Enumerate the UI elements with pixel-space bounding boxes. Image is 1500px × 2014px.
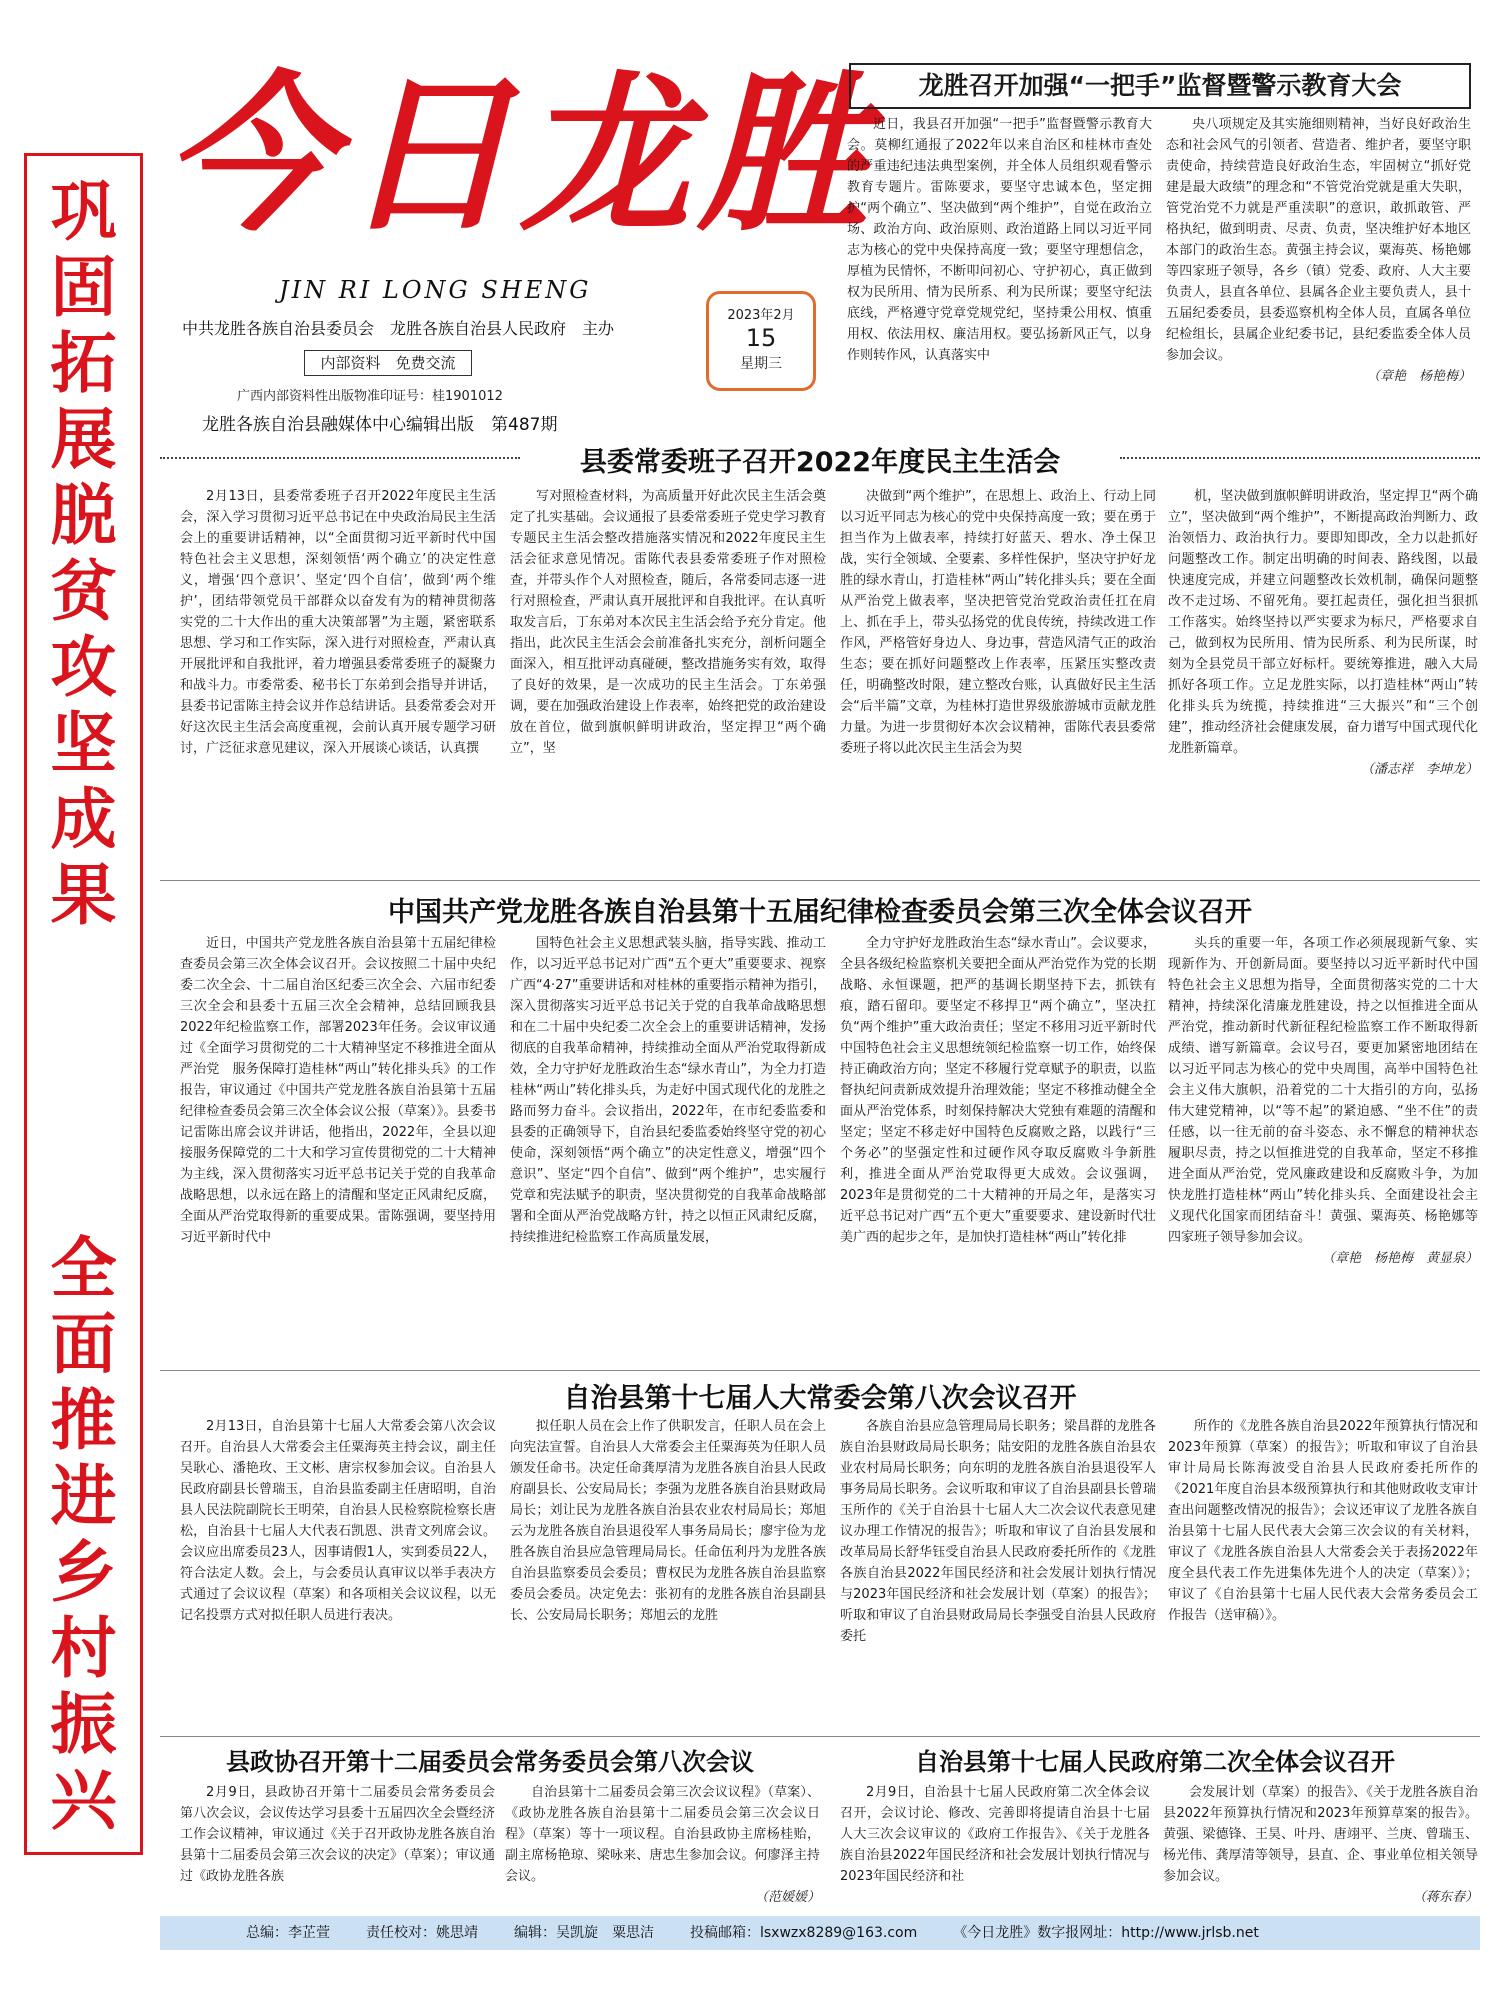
footer-website: 《今日龙胜》数字报网址：http://www.jrlsb.net [953,1925,1259,1941]
article1-signature: （章艳 杨艳梅） [1366,369,1471,384]
footer-editor-in-chief: 总编：李芷萱 [246,1925,330,1941]
article5-col1: 2月9日，县政协召开第十二届委员会常务委员会第八次会议，会议传达学习县委十五届四次全会暨经济工作会议精神，审议通过《关于召开政协龙胜各族自治县第十二届委员会第三次会议的决定》（草案）；审议通过《政协龙胜各族 [180,1785,495,1884]
divider-line [160,880,1480,881]
publisher-issue: 龙胜各族自治县融媒体中心编辑出版 第487期 [202,415,558,435]
article4-col1: 2月13日，自治县第十七届人大常委会第八次会议召开。自治县人大常委会主任粟海英主持会议，副主任吴耿心、潘艳玫、王文彬、唐宗权参加会议。自治县人民政府副县长曾瑞玉，自治县监委副主任唐昭明，自治县人民法院副院长王明荣，自治县人民检察院检察长唐松，自治县十七届人大代表石凯恩、洪青文列席会议。会议应出席委员23人，因事请假1人，实到委员22人，符合法定人数。会上，与会委员认真审议以举手表决方式通过了会议议程（草案）和各项相关会议议程，以无记名投票方式对拟任职人员进行表决。 [180,1419,496,1623]
divider-line [160,1736,1480,1737]
article2-headline: 县委常委班子召开2022年度民主生活会 [579,447,1061,478]
article3-col3: 全力守护好龙胜政治生态“绿水青山”。会议要求，全县各级纪检监察机关要把全面从严治党作为党的长期战略、永恒课题，把严的基调长期坚持下去，抓铁有痕，踏石留印。要坚定不移捍卫“两个确立”，坚决扛负“两个维护”重大政治责任；坚定不移用习近平新时代中国特色社会主义思想统领纪检监察一切工作，始终保持正确政治方向；坚定不移履行党章赋予的职责，以监督执纪问责新成效提升治理效能；坚定不移推动健全全面从严治党体系，时刻保持解决大党独有难题的清醒和坚定；坚定不移走好中国特色反腐败之路，以践行“三个务必”的坚强定性和过硬作风夺取反腐败斗争新胜利，推进全面从严治党取得更大成效。会议强调，2023年是贯彻党的二十大精神的开局之年，是落实习近平总书记对广西“五个更大”重要要求、建设新时代壮美广西的起步之年，是加快打造桂林“两山”转化排 [840,936,1156,1245]
divider-line [160,1370,1480,1371]
masthead-title: 今日龙胜 [164,55,877,255]
publication-permit: 广西内部资料性出版物准印证号：桂1901012 [237,389,503,404]
article5-col2: 自治县第十二届委员会第三次会议议程》（草案）、《政协龙胜各族自治县第十二届委员会第三次会议日程》（草案）等十一项议程。自治县政协主席杨桂贻，副主席杨艳琼、梁咏来、唐忠生参加会议。何廖泽主持会议。 （范媛媛） [505,1782,820,1910]
footer-bar [160,1916,1480,1950]
article3-col2: 国特色社会主义思想武装头脑，指导实践、推动工作，以习近平总书记对广西“五个更大”重要要求、视察广西“4·27”重要讲话和对桂林的重要指示精神为指引，深入贯彻落实习近平总书记关于党的自我革命战略思想和在二十届中央纪委二次全会上的重要讲话精神，发扬彻底的自我革命精神，持续推动全面从严治党取得新成效，全力守护好龙胜政治生态“绿水青山”，为全力打造桂林“两山”转化排头兵，为走好中国式现代化的龙胜之路而努力奋斗。会议指出，2022年，在市纪委监委和县委的正确领导下，自治县纪委监委始终坚守党的初心使命，深刻领悟“两个确立”的决定性意义，增强“四个意识”、坚定“四个自信”、做到“两个维护”，忠实履行党章和宪法赋予的职责，坚决贯彻党的自我革命战略部署和全面从严治党战略方针，持之以恒正风肃纪反腐，持续推进纪检监察工作高质量发展， [510,936,826,1245]
slogan-banner [24,153,143,1855]
article2-signature: （潘志祥 李坤龙） [1360,762,1478,777]
article2-col2: 写对照检查材料，为高质量开好此次民主生活会奠定了扎实基础。会议通报了县委常委班子党史学习教育专题民主生活会整改措施落实情况和2022年度民主生活会征求意见情况。雷陈代表县委常委班子作对照检查，并带头作个人对照检查，随后，各常委同志逐一进行对照检查，严肃认真开展批评和自我批评。在认真听取发言后，丁东弟对本次民主生活会给予充分肯定。他指出，此次民主生活会会前准备扎实充分，剖析问题全面深入，相互批评动真碰硬，整改措施务实有效，取得了良好的效果，是一次成功的民主生活会。丁东弟强调，要在加强政治建设上作表率，始终把党的政治建设放在首位，做到旗帜鲜明讲政治，坚定捍卫“两个确立”，坚 [510,489,826,756]
date-day: 15 [745,324,777,352]
article3-headline: 中国共产党龙胜各族自治县第十五届纪律检查委员会第三次全体会议召开 [388,897,1252,928]
footer-email: 投稿邮箱：lsxwzx8289@163.com [690,1925,918,1941]
slogan-line-1: 巩 固 拓 展 脱 贫 攻 坚 成 果 [50,173,117,934]
article6-col2: 会发展计划（草案）的报告》、《关于龙胜各族自治县2022年预算执行情况和2023年预算草案的报告》。黄强、梁德锋、王昊、叶丹、唐翊平、兰庚、曾瑞玉、杨光伟、龚厚清等领导，县直、企、事业单位相关领导参加会议。 （蒋东春） [1163,1782,1478,1910]
slogan-line-2: 全 面 推 进 乡 村 振 兴 [50,1230,117,1839]
article4-col3: 各族自治县应急管理局局长职务；梁昌群的龙胜各族自治县财政局局长职务；陆安阳的龙胜各族自治县农业农村局局长职务；向东明的龙胜各族自治县退役军人事务局局长职务。会议听取和审议了自治县副县长曾瑞玉所作的《关于自治县十七届人大二次会议代表意见建议办理工作情况的报告》；听取和审议了自治县发展和改革局局长舒华钰受自治县人民政府委托所作的《龙胜各族自治县2022年国民经济和社会发展计划执行情况与2023年国民经济和社会发展计划（草案）的报告》；听取和审议了自治县财政局局长李强受自治县人民政府委托 [840,1419,1156,1644]
article2-col3: 决做到“两个维护”，在思想上、政治上、行动上同以习近平同志为核心的党中央保持高度一致；要在勇于担当作为上做表率，持续打好蓝天、碧水、净土保卫战，实行全领域、全要素、多样性保护，坚决守护好龙胜的绿水青山，打造桂林“两山”转化排头兵；要在全面从严治党上做表率，坚决把管党治党政治责任扛在肩上、抓在手上，带头弘扬党的优良传统，持续改进工作作风，严格管好身边人、身边事，营造风清气正的政治生态；要在抓好问题整改上作表率，压紧压实整改责任，明确整改时限，建立整改台账，认真做好民主生活会“后半篇”文章，为桂林打造世界级旅游城市贡献龙胜力量。为进一步贯彻好本次会议精神，雷陈代表县委常委班子将以此次民主生活会为契 [840,489,1156,756]
internal-material-label: 内部资料 免费交流 [304,350,472,376]
article1-col1: 近日，我县召开加强“一把手”监督暨警示教育大会。莫柳红通报了2022年以来自治区和桂林市查处的严重违纪违法典型案例，并全体人员组织观看警示教育专题片。雷陈要求，要坚守忠诚本色，坚定拥护“两个确立”、坚决做到“两个维护”，自觉在政治立场、政治方向、政治原则、政治道路上同以习近平同志为核心的党中央保持高度一致；要坚守理想信念，厚植为民情怀，不断叩问初心、守护初心，真正做到权为民所用、情为民所系、利为民所谋；要坚守纪法底线，严格遵守党章党规党纪，坚持秉公用权、慎重用权、依法用权、廉洁用权。要弘扬新风正气，以身作则转作风，认真落实中 [847,117,1152,363]
footer-proofreader: 责任校对：姚思靖 [366,1925,478,1941]
masthead-sponsor: 中共龙胜各族自治县委员会 龙胜各族自治县人民政府 主办 [182,319,615,338]
masthead-pinyin: JIN RI LONG SHENG [279,276,592,304]
article6-signature: （蒋东春） [1412,1890,1478,1905]
article4-col2: 拟任职人员在会上作了供职发言，任职人员在会上向宪法宣誓。自治县人大常委会主任粟海英为任职人员颁发任命书。决定任命龚厚清为龙胜各族自治县人民政府副县长、公安局局长；李强为龙胜各族自治县财政局局长；刘让民为龙胜各族自治县农业农村局局长；郑旭云为龙胜各族自治县退役军人事务局局长；廖宇俭为龙胜各族自治县应急管理局局长。任命伍利丹为龙胜各族自治县监察委员会委员；曹权民为龙胜各族自治县监察委员会委员。决定免去：张初有的龙胜各族自治县副县长、公安局局长职务；郑旭云的龙胜 [510,1419,826,1623]
date-year-month: 2023年2月 [727,308,795,323]
article6-col1: 2月9日，自治县十七届人民政府第二次全体会议召开，会议讨论、修改、完善即将提请自治县十七届人大三次会议审议的《政府工作报告》、《关于龙胜各族自治县2022年国民经济和社会发展计划执行情况与2023年国民经济和社 [840,1785,1150,1884]
article3-col1: 近日，中国共产党龙胜各族自治县第十五届纪律检查委员会第三次全体会议召开。会议按照二十届中央纪委二次全会、十二届自治区纪委三次全会、六届市纪委三次全会和县委十五届三次全会精神，总结回顾我县2022年纪检监察工作，部署2023年任务。会议审议通过《全面学习贯彻党的二十大精神坚定不移推进全面从严治党 服务保障打造桂林“两山”转化排头兵》的工作报告，审议通过《中国共产党龙胜各族自治县第十五届纪律检查委员会第三次全体会议公报（草案）》。县委书记雷陈出席会议并讲话，他指出，2022年，全县以迎接服务保障党的二十大和学习宣传贯彻党的二十大精神为主线，深入贯彻落实习近平总书记关于党的自我革命战略思想，以永远在路上的清醒和坚定正风肃纪反腐，全面从严治党取得新的重要成果。雷陈强调，要坚持用习近平新时代中 [180,936,496,1245]
article2-col4: 机，坚决做到旗帜鲜明讲政治，坚定捍卫“两个确立”，坚决做到“两个维护”，不断提高政治判断力、政治领悟力、政治执行力。要即知即改，全力以赴抓好问题整改工作。制定出明确的时间表、路线图，以最快速度完成，并建立问题整改长效机制，确保问题整改不走过场、不留死角。要扛起责任，强化担当狠抓工作落实。始终坚持以严实要求为标尺，严格要求自己，做到权为民所用、情为民所系、利为民所谋，时刻为全县党员干部立好标杆。要统筹推进，融入大局抓好各项工作。立足龙胜实际，以打造桂林“两山”转化排头兵为统揽，持续推进“三大振兴”和“三个创建”，推动经济社会健康发展，奋力谱写中国式现代化龙胜新篇章。 （潘志祥 李坤龙） [1168,486,1478,876]
article1-headline: 龙胜召开加强“一把手”监督暨警示教育大会 [849,63,1471,109]
article3-signature: （章艳 杨艳梅 黄显泉） [1321,1251,1478,1266]
article4-col4: 所作的《龙胜各族自治县2022年预算执行情况和2023年预算（草案）的报告》；听取和审议了自治县审计局局长陈海波受自治县人民政府委托所作的《2021年度自治县本级预算执行和其他财政收支审计查出问题整改情况的报告》；会议还审议了龙胜各族自治县第十七届人民代表大会第三次会议的有关材料，审议了《龙胜各族自治县人大常委会关于表扬2022年度全县代表工作先进集体先进个人的决定（草案）》；审议了《自治县第十七届人民代表大会常务委员会工作报告（送审稿）》。 [1168,1419,1478,1623]
article6-headline: 自治县第十七届人民政府第二次全体会议召开 [915,1748,1395,1776]
article4-headline: 自治县第十七届人大常委会第八次会议召开 [563,1383,1077,1414]
article3-col4: 头兵的重要一年，各项工作必须展现新气象、实现新作为、开创新局面。要坚持以习近平新时代中国特色社会主义思想为指导，全面贯彻落实党的二十大精神，持续深化清廉龙胜建设，持之以恒推进全面从严治党，推动新时代新征程纪检监察工作不断取得新成绩、谱写新篇章。会议号召，要更加紧密地团结在以习近平同志为核心的党中央周围，高举中国特色社会主义伟大旗帜，沿着党的二十大指引的方向，弘扬伟大建党精神，以“等不起”的紧迫感、“坐不住”的责任感，以一往无前的奋斗姿态、永不懈怠的精神状态履职尽责，持之以恒推进党的自我革命，坚定不移推进全面从严治党，党风廉政建设和反腐败斗争，为加快龙胜打造桂林“两山”转化排头兵、全面建设社会主义现代化国家而团结奋斗！黄强、粟海英、杨艳娜等四家班子领导参加会议。 （章艳 杨艳梅 黄显泉） [1168,933,1478,1365]
footer-editors: 编辑：吴凯旋 粟思洁 [514,1925,654,1941]
date-weekday: 星期三 [740,356,782,372]
article5-headline: 县政协召开第十二届委员会常务委员会第八次会议 [226,1748,754,1776]
article5-signature: （范媛媛） [754,1890,820,1905]
article2-col1: 2月13日，县委常委班子召开2022年度民主生活会，深入学习贯彻习近平总书记在中央政治局民主生活会上的重要讲话精神，以“全面贯彻习近平新时代中国特色社会主义思想，深刻领悟‘两个确立’的决定性意义，增强‘四个意识’、坚定‘四个自信’，做到‘两个维护’，团结带领党员干部群众以奋发有为的精神贯彻落实党的二十大作出的重大决策部署”为主题，紧密联系思想、学习和工作实际，深入进行对照检查，严肃认真开展批评和自我批评，着力增强县委常委班子的凝聚力和战斗力。市委常委、秘书长丁东弟到会指导并讲话，县委书记雷陈主持会议并作总结讲话。县委常委会对开好这次民主生活会高度重视，会前认真开展专题学习研讨，广泛征求意见建议，深入开展谈心谈话，认真撰 [180,489,496,756]
article1-col2: 央八项规定及其实施细则精神，当好良好政治生态和社会风气的引领者、营造者、维护者，要坚守职责使命，持续营造良好政治生态，牢固树立“抓好党建是最大政绩”的理念和“不管党治党就是重大失职，管党治党不力就是严重渎职”的意识，敢抓敢管、严格执纪，做到明责、尽责、负责，坚决维护好本地区本部门的政治生态。黄强主持会议，粟海英、杨艳娜等四家班子领导，各乡（镇）党委、政府、人大主要负责人，县直各单位、县属各企业主要负责人，县十五届纪委委员，县委巡察机构全体人员，直属各单位纪检组长，县属企业纪委书记，县纪委监委全体人员参加会议。 （章艳 杨艳梅） [1166,114,1471,439]
issue-date-box [706,291,816,391]
